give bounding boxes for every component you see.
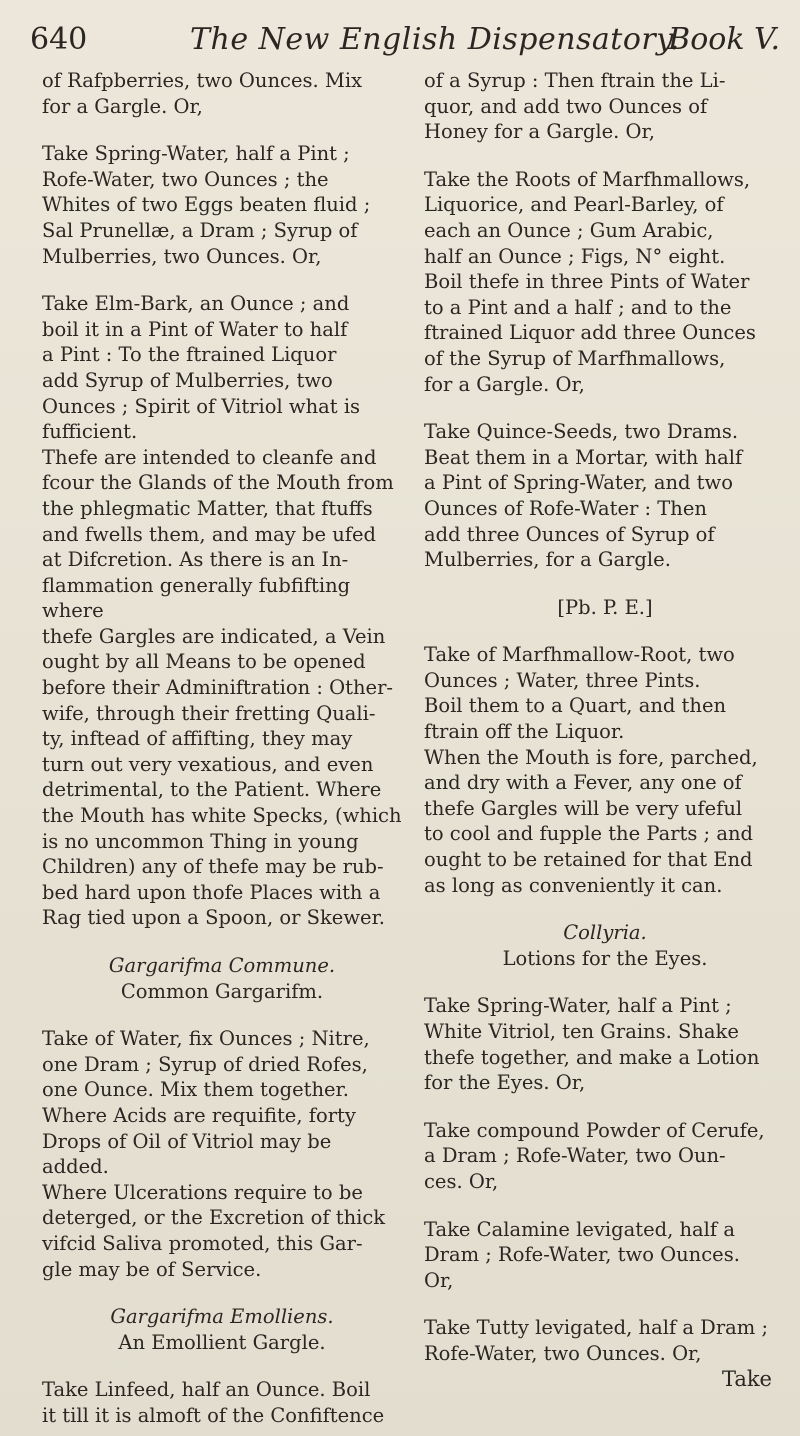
text-line: fufficient. xyxy=(42,420,138,444)
block-gap xyxy=(424,898,786,920)
paragraph xyxy=(42,68,402,119)
text-line: bed hard upon thofe Places with a xyxy=(42,880,381,904)
text-line: is no uncommon Thing in young xyxy=(42,829,359,853)
text-line: When the Mouth is fore, parched, xyxy=(424,745,758,769)
text-line: to a Pint and a half ; and to the xyxy=(424,295,732,319)
paragraph xyxy=(424,1217,786,1294)
text-line: boil it in a Pint of Water to half xyxy=(42,317,348,341)
text-line: one Ounce. Mix them together. xyxy=(42,1078,349,1102)
text-line: ty, inftead of affifting, they may xyxy=(42,727,353,751)
text-line: White Vitriol, ten Grains. Shake xyxy=(424,1020,739,1043)
text-line: ftrain off the Liquor. xyxy=(424,720,625,744)
page-number: 640 xyxy=(30,22,88,57)
paragraph xyxy=(42,141,402,269)
text-line: add Syrup of Mulberries, two xyxy=(42,368,333,392)
text-line: Where Acids are requifite, forty xyxy=(42,1103,356,1127)
text-line: half an Ounce ; Figs, N° eight. xyxy=(424,244,726,268)
text-line: Ounces of Rofe-Water : Then xyxy=(424,496,707,520)
block-gap xyxy=(42,1282,402,1304)
left-column xyxy=(42,68,402,1429)
text-line: ces. Or, xyxy=(424,1169,499,1193)
text-line: An Emollient Gargle. xyxy=(118,1330,326,1354)
text-line: Take xyxy=(721,1366,772,1391)
text-line: thefe Gargles will be very ufeful xyxy=(424,796,743,820)
block-gap xyxy=(42,119,402,141)
running-title: The New English Dispensatory. xyxy=(190,22,680,57)
text-line: as long as conveniently it can. xyxy=(424,873,723,897)
text-line: to cool and fupple the Parts ; and xyxy=(424,822,753,846)
text-line: Drops of Oil of Vitriol may be xyxy=(42,1129,332,1153)
section-heading xyxy=(42,1304,402,1355)
text-line: Liquorice, and Pearl-Barley, of xyxy=(424,193,724,217)
text-line: Lotions for the Eyes. xyxy=(502,946,708,970)
block-gap xyxy=(424,397,786,419)
text-line: Ounces ; Spirit of Vitriol what is xyxy=(42,394,361,418)
text-line: Dram ; Rofe-Water, two Ounces. xyxy=(424,1243,740,1267)
paragraph xyxy=(42,1026,402,1282)
block-gap xyxy=(42,1004,402,1026)
text-line: Rag tied upon a Spoon, or Skewer. xyxy=(42,906,385,930)
block-gap xyxy=(424,620,786,642)
section-heading xyxy=(424,595,786,621)
text-line: Take Spring-Water, half a Pint ; xyxy=(42,142,350,166)
text-line: Boil thefe in three Pints of Water xyxy=(424,270,750,294)
text-line: Take of Marfhmallow-Root, two xyxy=(424,643,735,667)
text-line: of Rafpberries, two Ounces. Mix xyxy=(42,69,363,92)
block-gap xyxy=(424,145,786,167)
text-line: Collyria. xyxy=(563,921,647,945)
text-line: before their Adminiftration : Other- xyxy=(42,676,393,700)
text-line: ought to be retained for that End xyxy=(424,848,753,872)
text-line: a Dram ; Rofe-Water, two Oun- xyxy=(424,1144,726,1168)
text-line: Honey for a Gargle. Or, xyxy=(424,120,655,144)
text-line: of the Syrup of Marfhmallows, xyxy=(424,346,726,370)
text-line: at Difcretion. As there is an In- xyxy=(42,548,349,572)
block-gap xyxy=(424,1293,786,1315)
text-line: Gargarifma Commune. xyxy=(108,954,336,977)
text-line: for the Eyes. Or, xyxy=(424,1071,586,1095)
book-label: Book V. xyxy=(668,22,780,57)
text-line: deterged, or the Excretion of thick xyxy=(42,1206,386,1230)
text-line: a Pint : To the ftrained Liquor xyxy=(42,343,337,367)
text-line: fcour the Glands of the Mouth from xyxy=(42,471,394,495)
text-line: Take Linfeed, half an Ounce. Boil xyxy=(42,1378,371,1402)
text-line: added. xyxy=(42,1155,109,1179)
text-line: each an Ounce ; Gum Arabic, xyxy=(424,218,714,242)
text-line: Thefe are intended to cleanfe and xyxy=(42,445,377,469)
text-line: it till it is almoft of the Confiftence xyxy=(42,1403,385,1427)
block-gap xyxy=(424,971,786,993)
text-line: Gargarifma Emolliens. xyxy=(110,1305,334,1329)
block-gap xyxy=(42,1355,402,1377)
block-gap xyxy=(424,573,786,595)
text-line: quor, and add two Ounces of xyxy=(424,94,708,118)
text-line: Whites of two Eggs beaten fluid ; xyxy=(42,193,371,217)
text-line: wife, through their fretting Quali- xyxy=(42,701,376,725)
text-line: add three Ounces of Syrup of xyxy=(424,522,715,546)
text-line: a Pint of Spring-Water, and two xyxy=(424,471,733,495)
text-line: detrimental, to the Patient. Where xyxy=(42,778,382,802)
text-line: Take Elm-Bark, an Ounce ; and xyxy=(42,292,350,316)
catchword xyxy=(424,1367,786,1393)
paragraph xyxy=(424,642,786,898)
text-line: and dry with a Fever, any one of xyxy=(424,771,742,795)
paragraph xyxy=(42,1377,402,1428)
paragraph xyxy=(424,1118,786,1195)
text-line: Beat them in a Mortar, with half xyxy=(424,445,743,469)
paragraph xyxy=(424,993,786,1095)
text-line: turn out very vexatious, and even xyxy=(42,752,374,776)
text-line: Boil them to a Quart, and then xyxy=(424,694,727,718)
text-line: thefe Gargles are indicated, a Vein xyxy=(42,624,386,648)
text-line: for a Gargle. Or, xyxy=(424,372,585,396)
text-line: Sal Prunellæ, a Dram ; Syrup of xyxy=(42,218,358,242)
right-column xyxy=(424,68,786,1392)
text-line: Rofe-Water, two Ounces. Or, xyxy=(424,1341,702,1365)
text-line: the phlegmatic Matter, that ftuffs xyxy=(42,496,373,520)
block-gap xyxy=(42,931,402,953)
text-line: Take Quince-Seeds, two Drams. xyxy=(424,420,739,444)
text-line: ought by all Means to be opened xyxy=(42,650,366,674)
block-gap xyxy=(424,1195,786,1217)
text-line: thefe together, and make a Lotion xyxy=(424,1045,760,1069)
text-line: Or, xyxy=(424,1268,454,1292)
text-line: Take compound Powder of Cerufe, xyxy=(424,1118,765,1142)
text-line: [Pb. P. E.] xyxy=(557,595,653,619)
text-line: Rofe-Water, two Ounces ; the xyxy=(42,167,329,191)
text-line: Where Ulcerations require to be xyxy=(42,1180,363,1204)
text-line: for a Gargle. Or, xyxy=(42,94,203,118)
text-line: Ounces ; Water, three Pints. xyxy=(424,668,701,692)
text-line: Take Tutty levigated, half a Dram ; xyxy=(424,1316,769,1340)
paragraph xyxy=(424,1315,786,1366)
text-line: Mulberries, for a Gargle. xyxy=(424,548,671,572)
paragraph xyxy=(42,291,402,931)
text-line: Take the Roots of Marfhmallows, xyxy=(424,167,751,191)
text-line: Take Spring-Water, half a Pint ; xyxy=(424,994,732,1018)
text-line: Mulberries, two Ounces. Or, xyxy=(42,244,322,268)
section-heading xyxy=(424,920,786,971)
block-gap xyxy=(424,1096,786,1118)
page-header xyxy=(30,14,780,66)
section-heading xyxy=(42,953,402,1004)
text-line: Take of Water, fix Ounces ; Nitre, xyxy=(42,1027,370,1051)
paragraph xyxy=(424,167,786,397)
text-line: gle may be of Service. xyxy=(42,1257,262,1281)
paragraph xyxy=(424,68,786,145)
paragraph xyxy=(424,419,786,573)
text-line: Take Calamine levigated, half a xyxy=(424,1217,735,1241)
text-line: Children) any of thefe may be rub- xyxy=(42,855,384,879)
text-line: and fwells them, and may be ufed xyxy=(42,522,377,546)
text-line: the Mouth has white Specks, (which xyxy=(42,804,402,828)
text-line: of a Syrup : Then ftrain the Li- xyxy=(424,69,726,92)
text-line: ftrained Liquor add three Ounces xyxy=(424,321,756,345)
text-line: flammation generally fubfifting where xyxy=(42,573,351,623)
text-line: one Dram ; Syrup of dried Rofes, xyxy=(42,1052,368,1076)
text-line: Common Gargarifm. xyxy=(120,979,324,1003)
block-gap xyxy=(42,269,402,291)
text-line: vifcid Saliva promoted, this Gar- xyxy=(42,1231,363,1255)
